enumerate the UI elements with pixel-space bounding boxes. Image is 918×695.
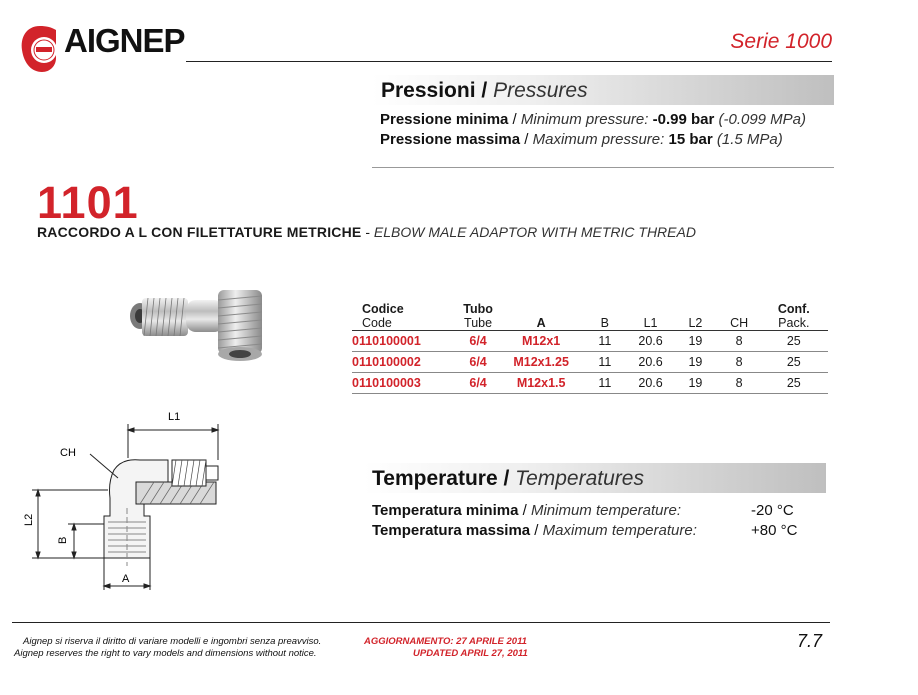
header-divider xyxy=(186,61,832,62)
col-header-l1: L1 xyxy=(629,292,672,330)
min-temperature-line: Temperatura minima / Minimum temperature: xyxy=(372,502,681,519)
cell-l1: 20.6 xyxy=(629,330,672,351)
col-header-ch: CH xyxy=(719,292,760,330)
col-header-l2: L2 xyxy=(672,292,719,330)
cell-b: 11 xyxy=(581,372,629,393)
col-header-tube: Tubo Tube xyxy=(454,292,501,330)
cell-l2: 19 xyxy=(672,330,719,351)
col-header-b: B xyxy=(581,292,629,330)
cell-code: 0110100003 xyxy=(352,372,454,393)
label-l2: L2 xyxy=(23,513,35,526)
cell-ch: 8 xyxy=(719,372,760,393)
cell-tube: 6/4 xyxy=(454,351,501,372)
product-table xyxy=(352,292,828,394)
disclaimer-english: Aignep reserves the right to vary models and dimensions without notice. xyxy=(14,648,317,659)
technical-drawing xyxy=(18,398,268,598)
label-b: B xyxy=(57,536,69,544)
product-description: RACCORDO A L CON FILETTATURE METRICHE - ELBOW MALE ADAPTOR WITH METRIC THREAD xyxy=(37,224,696,240)
col-header-pack: Conf. Pack. xyxy=(760,292,828,330)
table-row xyxy=(352,351,828,372)
max-temperature-line: Temperatura massima / Maximum temperature: xyxy=(372,522,697,539)
pressures-divider xyxy=(372,167,834,168)
fitting-photo xyxy=(118,272,278,372)
cell-a: M12x1.5 xyxy=(502,372,581,393)
cell-ch: 8 xyxy=(719,330,760,351)
product-code: 1101 xyxy=(37,177,139,228)
table-row xyxy=(352,330,828,351)
pressures-title: Pressioni / Pressures xyxy=(381,79,588,102)
temperatures-title: Temperature / Temperatures xyxy=(372,467,644,490)
cell-b: 11 xyxy=(581,351,629,372)
cell-code: 0110100002 xyxy=(352,351,454,372)
cell-a: M12x1.25 xyxy=(502,351,581,372)
footer-divider xyxy=(12,622,830,623)
col-header-a: A xyxy=(502,292,581,330)
update-date-english: UPDATED APRIL 27, 2011 xyxy=(413,648,528,659)
update-date-italian: AGGIORNAMENTO: 27 APRILE 2011 xyxy=(364,636,527,647)
cell-code: 0110100001 xyxy=(352,330,454,351)
cell-pack: 25 xyxy=(760,351,828,372)
table-row xyxy=(352,372,828,393)
cell-ch: 8 xyxy=(719,351,760,372)
col-header-code: Codice Code xyxy=(352,292,454,330)
series-label: Serie 1000 xyxy=(730,30,832,53)
cell-pack: 25 xyxy=(760,372,828,393)
label-a: A xyxy=(122,573,130,585)
min-pressure-line: Pressione minima / Minimum pressure: -0.99 bar (-0.099 MPa) xyxy=(380,111,807,128)
disclaimer-italian: Aignep si riserva il diritto di variare modelli e ingombri senza preavviso. xyxy=(23,636,322,647)
cell-l2: 19 xyxy=(672,372,719,393)
min-temperature-value: -20 °C xyxy=(751,502,794,519)
max-temperature-value: +80 °C xyxy=(751,522,798,539)
cell-l1: 20.6 xyxy=(629,351,672,372)
max-pressure-line: Pressione massima / Maximum pressure: 15 bar (1.5 MPa) xyxy=(380,131,783,148)
label-ch: CH xyxy=(60,447,76,459)
cell-l1: 20.6 xyxy=(629,372,672,393)
cell-tube: 6/4 xyxy=(454,372,501,393)
label-l1: L1 xyxy=(168,411,181,423)
table-header-row xyxy=(352,292,828,330)
cell-a: M12x1 xyxy=(502,330,581,351)
page-number: 7.7 xyxy=(797,631,823,651)
cell-pack: 25 xyxy=(760,330,828,351)
brand-name: AIGNEP xyxy=(64,22,185,59)
cell-l2: 19 xyxy=(672,351,719,372)
cell-tube: 6/4 xyxy=(454,330,501,351)
cell-b: 11 xyxy=(581,330,629,351)
